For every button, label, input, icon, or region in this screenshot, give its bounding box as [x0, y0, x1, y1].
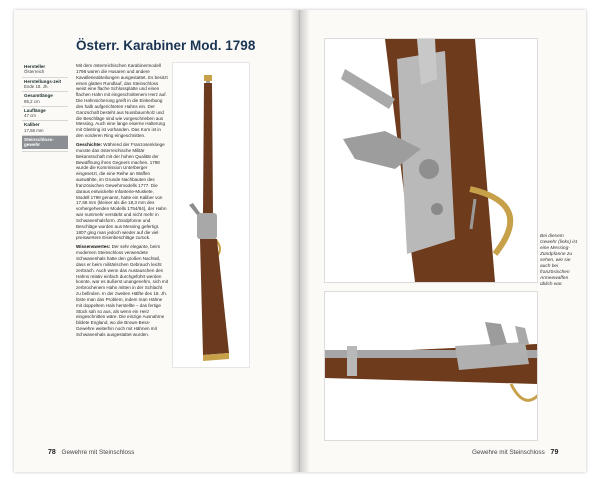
- rifle-side-photo: [324, 291, 538, 441]
- lock-closeup-photo: [324, 38, 538, 283]
- spec-total-length: [22, 92, 68, 107]
- body-text-column: [76, 63, 168, 341]
- spec-production-time: [22, 78, 68, 93]
- running-head: Gewehre mit Steinschloss: [61, 449, 135, 456]
- buttstock: [200, 239, 229, 355]
- spec-label: Lauflänge: [24, 107, 46, 113]
- trivia-paragraph: [76, 244, 168, 338]
- barrel-band: [347, 346, 357, 376]
- intro-paragraph: Mit dem österreichischen Karabinermodell 1798 waren die Husaren und andere Kavallerieabteilungen ausgestattet. Es besitzt einen glatten Rundlauf, das Steinschloss weist eine flache Schlossplatte und einen flachen Hahn mit eingeschnittenem Herz auf. Die Hahnsicherung greift in die Einkerbung des halb aufgerichteten Hahns ein. Der Ganzschaft besteht aus Nussbaumholz und die Beschläge sind wie vorgeschrieben aus Messing. Auch eine lange eiserne Halterung mit Gleitring ist vorhanden. Das Korn ist in den vorderen Ring eingeschnitten.: [76, 63, 168, 139]
- front-band: [204, 75, 212, 81]
- page-title: Österr. Karabiner Mod. 1798: [76, 38, 256, 53]
- trivia-text: Der sehr elegante, beim modernen Steinschloss verwendete Schwanenhals hatte den großen Nachteil, dass er beim militärischen Gebrauch leicht zerbrach. Auch wenn das Austauschen des Hahns relativ einfach durchgeführt werden konnte, war es äußerst unangenehm, sich mit zerbrochenem Hahn mitten in der Schlacht zu befinden. In der zweiten Hälfte des 18. Jh. löste man das Problem, indem man Hähne mit doppeltem Hals herstellte – das fertige Stück sah so aus, als wenn ein Herz eingeschnitten wäre. Die einzige Ausnahme bildete England, wo die Brown-Bess-Gewehre weiterhin noch mit Hähnen mit Schwanenhals ausgestattet wurden.: [76, 244, 168, 337]
- spec-barrel-length: [22, 107, 68, 122]
- history-paragraph: [76, 142, 168, 241]
- spec-label: Gesamtlänge: [24, 93, 53, 99]
- spec-label: Steinschloss-gewehr: [22, 136, 68, 149]
- spec-value: 85,2 cm: [24, 98, 40, 104]
- flintlock: [197, 213, 217, 239]
- page-number: 79: [550, 449, 559, 456]
- spec-value: 17,68 mm: [24, 127, 44, 133]
- rifle-side-image: [325, 292, 537, 440]
- footer-right: [472, 449, 558, 456]
- spec-label: Kaliber: [24, 122, 40, 128]
- book-gutter: [290, 10, 310, 472]
- spec-type: [22, 136, 68, 152]
- photo-caption: Bei diesem Gewehr (links) ist eine Messing-Zündpfanne zu sehen, wie sie auch bei französischen Armeewaffen üblich war.: [540, 234, 578, 287]
- lock-closeup-image: [325, 39, 537, 282]
- spec-caliber: [22, 121, 68, 136]
- spec-value: Österreich: [24, 69, 45, 75]
- hammer: [189, 203, 200, 215]
- lock-screw: [431, 203, 443, 215]
- history-text: Während der Franzosenkriege musste das österreichische Militär Bekanntschaft mit der hohen Qualität der Bewaffnung ihres Gegners machen. 1798 wurde die Kommission Unterberger eingesetzt, die eine Reihe an Waffen auswählte, im Grunde Nachbauten des französischen Gewehrmodells 1777. Die daraus entwickelte Infanterie-Muskete, Modell 1798 genannt, hatte ein Kaliber von 17,68 mm (kleiner als die 18,3 mm des vorhergehenden Modells 1754/84), der Hahn war nummehr verstärkt und nicht mehr in Schwanenhalsform. Zündpfonne und Beschläge wurden aus Messing gefertigt. 1807 ging man jedoch wieder auf die viel preiswertere Eisenbeschläge zurück.: [76, 141, 167, 241]
- rifle-vertical-image: [173, 63, 249, 367]
- spec-manufacturer: [22, 63, 68, 78]
- spec-value: Ende 18. Jh.: [24, 84, 49, 90]
- carbine-photo: [172, 62, 250, 368]
- spec-sidebar: [22, 63, 68, 152]
- footer-left: [48, 449, 134, 456]
- page-number: 78: [48, 449, 56, 456]
- spec-label: Herstellungs-zeit: [24, 78, 62, 84]
- spec-label: Hersteller: [24, 64, 46, 69]
- spec-value: 47 cm: [24, 113, 36, 119]
- history-label: Geschichte:: [76, 141, 103, 147]
- running-head: Gewehre mit Steinschloss: [472, 449, 545, 456]
- trivia-label: Wissenswertes:: [76, 244, 111, 250]
- tumbler-screw: [419, 159, 439, 179]
- forestock: [203, 83, 213, 213]
